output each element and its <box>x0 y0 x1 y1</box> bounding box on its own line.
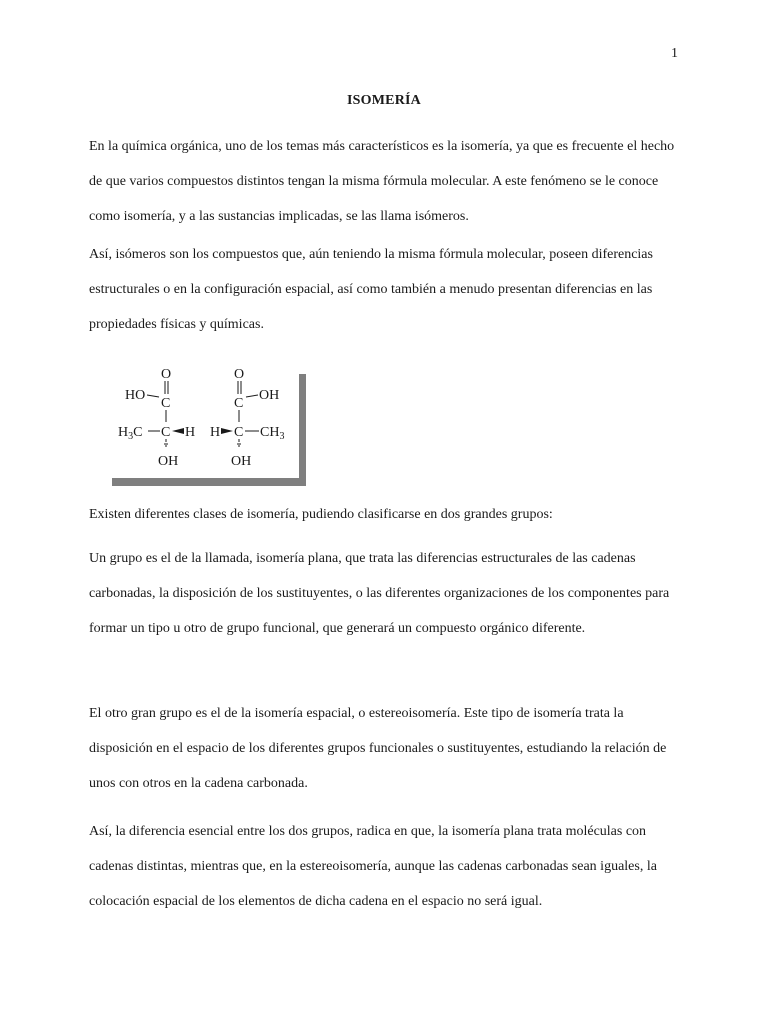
isomer-structure-figure <box>112 366 312 486</box>
left-wedge-bond <box>172 428 184 434</box>
paragraph-spatial-isomerism: El otro gran grupo es el de la isomería espacial, o estereoisomería. Este tipo de isomería trata la disposición en el espacio de los diferentes grupos funcionales o sustituyentes, estudiando la relación de unos con otros en la cadena carbonada. <box>89 706 667 791</box>
left-carbon-chiral: C <box>161 425 171 440</box>
paragraph-classes: Existen diferentes clases de isomería, pudiendo clasificarse en dos grandes grupos: <box>89 507 553 522</box>
paragraph-intro: En la química orgánica, uno de los temas más característicos es la isomería, ya que es frecuente el hecho de que varios compuestos distintos tengan la misma fórmula molecular. A este fenómeno se le conoce como isomería, y a las sustancias implicadas, se las llama isómeros. <box>89 139 675 224</box>
paragraph-definition: Así, isómeros son los compuestos que, aún teniendo la misma fórmula molecular, poseen diferencias estructurales o en la configuración espacial, así como también a menudo presentan diferencias en las propiedades físicas y químicas. <box>89 247 653 332</box>
right-carbon-chiral: C <box>234 425 244 440</box>
right-wedge-bond <box>221 428 233 434</box>
paragraph-difference: Así, la diferencia esencial entre los dos grupos, radica en que, la isomería plana trata moléculas con cadenas distintas, mientras que, en la estereoisomería, aunque las cadenas carbonadas sean iguales, la colocación espacial de los elementos de dicha cadena en el espacio no será igual. <box>89 824 657 909</box>
right-hydrogen: H <box>210 425 221 440</box>
left-methyl: $H_3C$ <box>118 425 143 442</box>
right-oxygen: O <box>234 367 245 382</box>
left-hydroxyl-bottom: OH <box>158 454 179 469</box>
left-hydrogen: H <box>185 425 196 440</box>
figure-shadow-bottom <box>112 478 306 486</box>
right-methyl: $CH_3$ <box>260 425 285 442</box>
right-hydroxyl-bottom: OH <box>231 454 252 469</box>
isomer-structure-svg <box>112 366 312 486</box>
right-hydroxyl-top: OH <box>259 388 280 403</box>
left-oxygen: O <box>161 367 172 382</box>
right-carbon-top: C <box>234 396 244 411</box>
paragraph-plane-isomerism: Un grupo es el de la llamada, isomería plana, que trata las diferencias estructurales de las cadenas carbonadas, la disposición de los sustituyentes, o las diferentes organizaciones de los componentes para formar un tipo u otro de grupo funcional, que generará un compuesto orgánico diferente. <box>89 551 670 636</box>
left-hydroxyl-top: HO <box>125 388 146 403</box>
page-number: 1 <box>671 46 678 61</box>
figure-shadow-right <box>299 374 306 486</box>
left-carbon-top: C <box>161 396 171 411</box>
document-title: ISOMERÍA <box>347 93 421 108</box>
